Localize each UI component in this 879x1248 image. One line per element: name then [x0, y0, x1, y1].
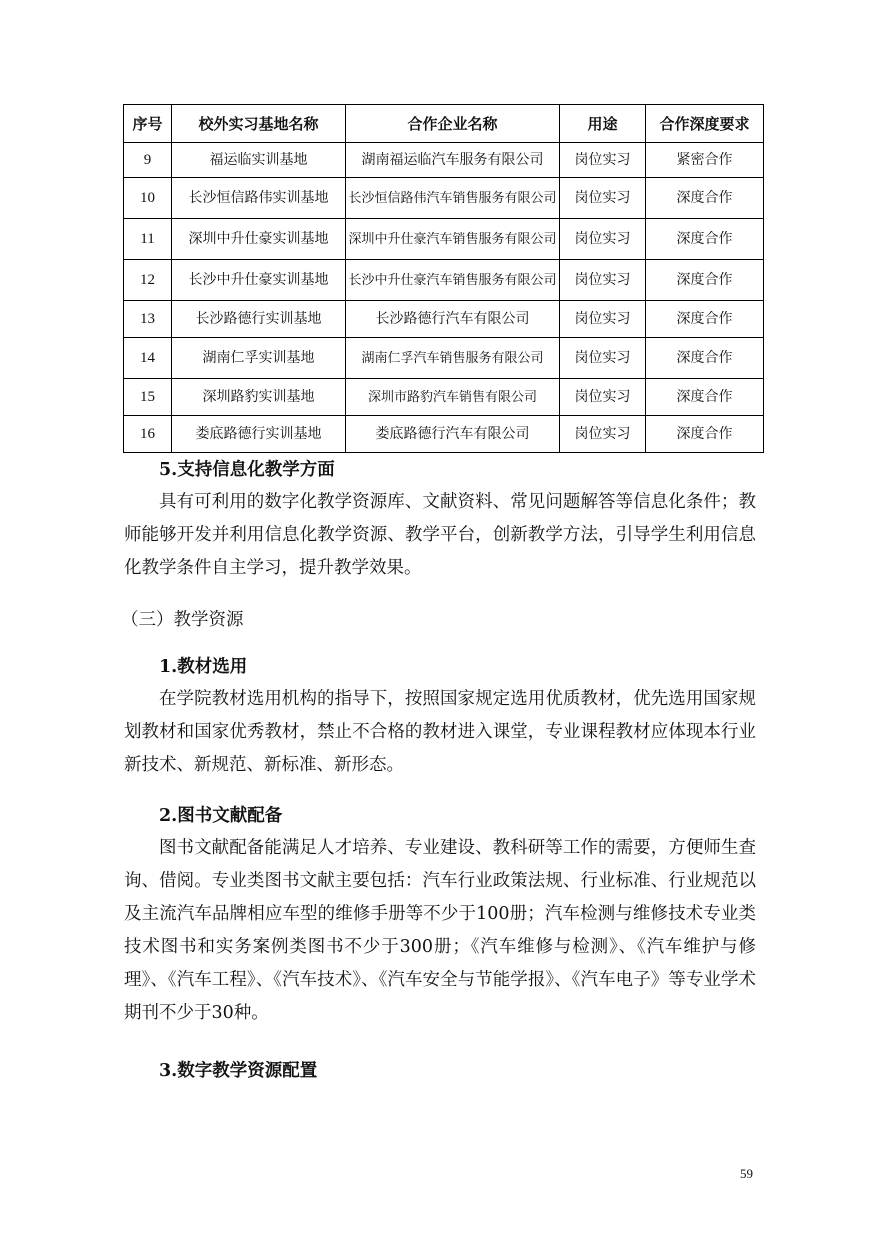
section-3-heading: （三）教学资源 [121, 610, 244, 630]
page-number: 59 [740, 1166, 753, 1181]
cell-use: 岗位实习 [560, 260, 646, 301]
cell-depth: 深度合作 [646, 178, 764, 219]
cell-use: 岗位实习 [560, 338, 646, 379]
header-no: 序号 [124, 105, 172, 143]
cell-depth: 深度合作 [646, 379, 764, 416]
cell-no: 13 [124, 301, 172, 338]
cell-company-name: 娄底路德行汽车有限公司 [346, 416, 560, 453]
cell-depth: 深度合作 [646, 219, 764, 260]
cell-company-name: 深圳中升仕豪汽车销售服务有限公司 [346, 219, 560, 260]
cell-use: 岗位实习 [560, 178, 646, 219]
cell-no: 9 [124, 143, 172, 178]
cell-use: 岗位实习 [560, 301, 646, 338]
cell-no: 12 [124, 260, 172, 301]
cell-no: 15 [124, 379, 172, 416]
header-base-name: 校外实习基地名称 [172, 105, 346, 143]
table-row [124, 219, 764, 260]
cell-base-name: 湖南仁孚实训基地 [172, 338, 346, 379]
cell-base-name: 深圳中升仕豪实训基地 [172, 219, 346, 260]
cell-base-name: 长沙中升仕豪实训基地 [172, 260, 346, 301]
table-row [124, 301, 764, 338]
table-row [124, 338, 764, 379]
cell-depth: 深度合作 [646, 416, 764, 453]
header-use: 用途 [560, 105, 646, 143]
cell-no: 10 [124, 178, 172, 219]
cell-company-name: 长沙中升仕豪汽车销售服务有限公司 [346, 260, 560, 301]
cell-use: 岗位实习 [560, 416, 646, 453]
subsection-2-heading: 2.图书文献配备 [159, 806, 283, 826]
cell-company-name: 深圳市路豹汽车销售有限公司 [346, 379, 560, 416]
cell-company-name: 湖南仁孚汽车销售服务有限公司 [346, 338, 560, 379]
cell-depth: 深度合作 [646, 260, 764, 301]
header-depth: 合作深度要求 [646, 105, 764, 143]
cell-base-name: 娄底路德行实训基地 [172, 416, 346, 453]
cell-depth: 深度合作 [646, 301, 764, 338]
cell-no: 16 [124, 416, 172, 453]
internship-base-table [123, 104, 764, 453]
cell-company-name: 湖南福运临汽车服务有限公司 [346, 143, 560, 178]
subsection-1-paragraph: 在学院教材选用机构的指导下，按照国家规定选用优质教材，优先选用国家规划教材和国家优秀教材，禁止不合格的教材进入课堂，专业课程教材应体现本行业新技术、新规范、新标准、新形态。 [124, 689, 756, 775]
cell-depth: 深度合作 [646, 338, 764, 379]
cell-base-name: 长沙恒信路伟实训基地 [172, 178, 346, 219]
section-5-paragraph: 具有可利用的数字化教学资源库、文献资料、常见问题解答等信息化条件；教师能够开发并利用信息化教学资源、教学平台，创新教学方法，引导学生利用信息化教学条件自主学习，提升教学效果。 [124, 492, 756, 578]
cell-company-name: 长沙路德行汽车有限公司 [346, 301, 560, 338]
table-row [124, 379, 764, 416]
table-row [124, 416, 764, 453]
cell-depth: 紧密合作 [646, 143, 764, 178]
table-row [124, 260, 764, 301]
cell-base-name: 深圳路豹实训基地 [172, 379, 346, 416]
cell-company-name: 长沙恒信路伟汽车销售服务有限公司 [346, 178, 560, 219]
subsection-1-heading: 1.教材选用 [159, 657, 248, 677]
cell-base-name: 福运临实训基地 [172, 143, 346, 178]
cell-no: 11 [124, 219, 172, 260]
cell-use: 岗位实习 [560, 219, 646, 260]
cell-use: 岗位实习 [560, 143, 646, 178]
section-5-heading: 5.支持信息化教学方面 [159, 460, 335, 480]
table-row [124, 143, 764, 178]
cell-base-name: 长沙路德行实训基地 [172, 301, 346, 338]
table-header-row [124, 105, 764, 143]
cell-no: 14 [124, 338, 172, 379]
cell-use: 岗位实习 [560, 379, 646, 416]
table-row [124, 178, 764, 219]
subsection-3-heading: 3.数字教学资源配置 [159, 1061, 318, 1081]
header-company-name: 合作企业名称 [346, 105, 560, 143]
subsection-2-paragraph: 图书文献配备能满足人才培养、专业建设、教科研等工作的需要，方便师生查询、借阅。专业类图书文献主要包括：汽车行业政策法规、行业标准、行业规范以及主流汽车品牌相应车型的维修手册等不少于100册；汽车检测与维修技术专业类技术图书和实务案例类图书不少于300册；《汽车维修与检测》、《汽车维护与修理》、《汽车工程》、《汽车技术》、《汽车安全与节能学报》、《汽车电子》等专业学术期刊不少于30种。 [124, 838, 756, 1023]
